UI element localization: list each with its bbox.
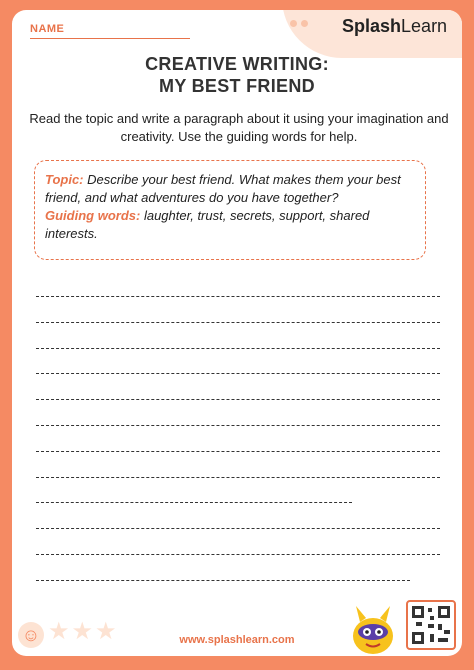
qr-code-icon [406,600,456,650]
writing-line[interactable] [36,451,440,452]
brand-dots [290,14,312,32]
star-icon: ★ [71,618,94,646]
logo-splash: Splash [342,16,402,36]
instructions-text: Read the topic and write a paragraph about it using your imagination and creativity. Use the guiding words for help. [29,111,449,144]
mascot-icon [346,602,400,656]
name-field-line[interactable] [30,38,190,39]
writing-line[interactable] [36,322,440,323]
writing-line[interactable] [36,580,410,581]
star-icon: ★ [95,618,117,646]
name-label: NAME [30,23,65,35]
topic-text: Describe your best friend. What makes them your best friend, and what adventures do you have together? [45,172,401,205]
page-title-line1: CREATIVE WRITING: [145,54,329,74]
smiley-icon: ☺ [18,622,44,648]
topic-label: Topic: [45,172,84,187]
guiding-words-label: Guiding words: [45,208,141,223]
writing-line[interactable] [36,425,440,426]
logo-learn: Learn [401,16,448,36]
writing-line[interactable] [36,477,440,478]
splashlearn-logo [342,16,447,37]
writing-line[interactable] [36,296,440,297]
worksheet-sheet [12,10,462,656]
page-title-line2: MY BEST FRIEND [159,76,315,96]
writing-line[interactable] [36,502,352,503]
star-icon: ★ [48,618,70,646]
writing-lines[interactable] [36,296,440,606]
guiding-words-text: laughter, trust, secrets, support, shared interests. [45,208,370,241]
writing-line[interactable] [36,399,440,400]
writing-line[interactable] [36,528,440,529]
writing-line[interactable] [36,554,440,555]
footer-url: www.splashlearn.com [179,634,295,646]
writing-line[interactable] [36,348,440,349]
topic-box [34,160,426,260]
writing-line[interactable] [36,373,440,374]
